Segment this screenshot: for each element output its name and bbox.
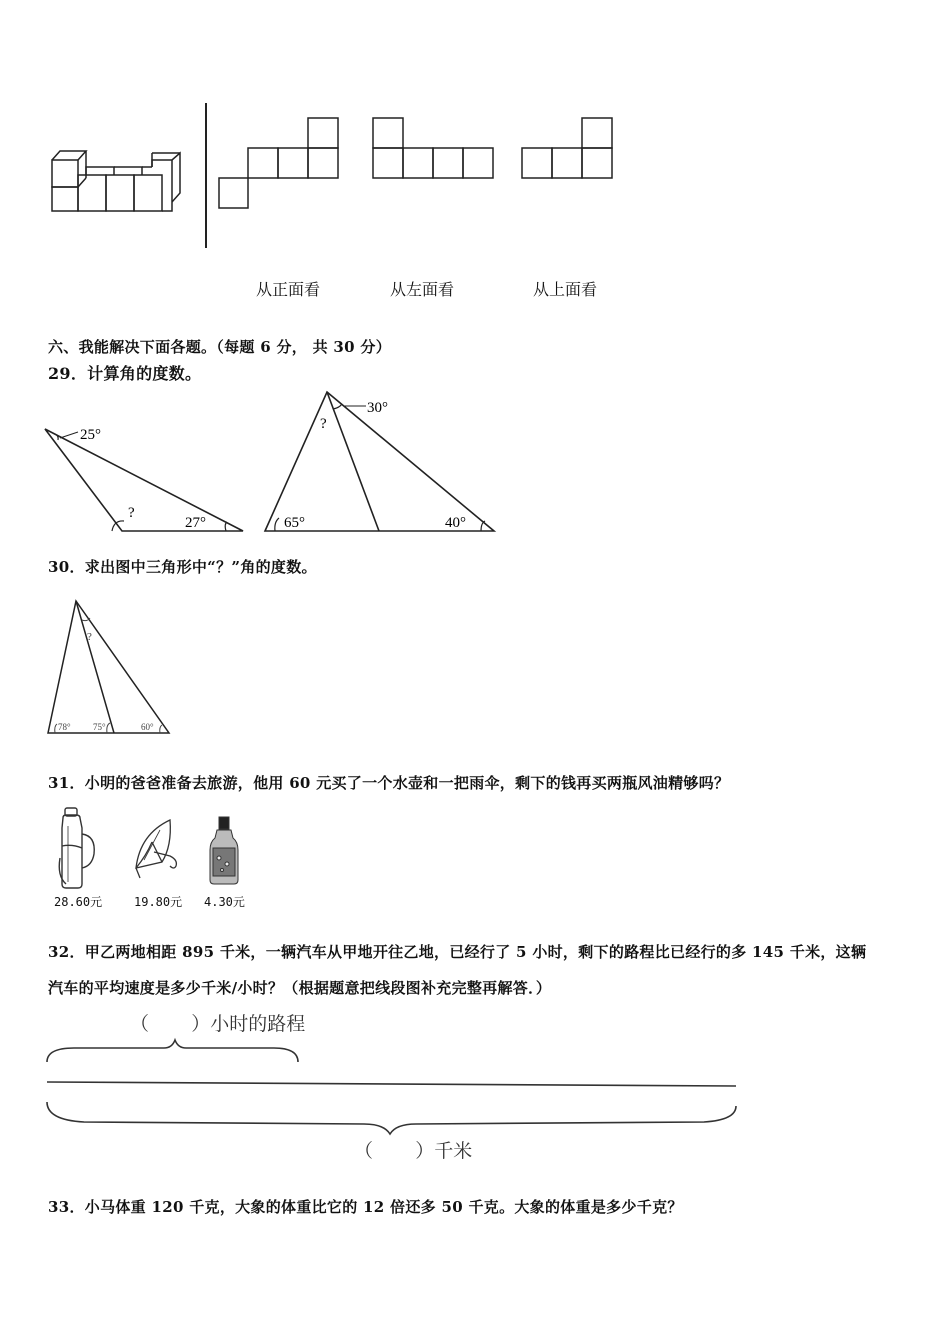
q29-f2-unknown: ? (320, 416, 327, 432)
segment-diagram (44, 1040, 744, 1140)
section-heading: 六、我能解决下面各题。（每题 6 分， 共 30 分） (48, 338, 392, 356)
hours-distance-label: （ ）小时的路程 (130, 1013, 306, 1035)
left-view-label: 从左面看 (390, 280, 455, 299)
q30-triangle (44, 598, 179, 738)
top-view-grid (521, 117, 621, 187)
umbrella-price: 19.80元 (134, 895, 183, 909)
umbrella-icon (132, 816, 192, 891)
question-31: 31．小明的爸爸准备去旅游，他用 60 元买了一个水壶和一把雨伞，剩下的钱再买两瓶风油精够吗？ (48, 774, 730, 792)
kettle-price: 28.60元 (54, 895, 103, 909)
top-view-label: 从上面看 (533, 280, 598, 299)
front-view-grid (218, 117, 348, 217)
oil-bottle-price: 4.30元 (204, 895, 245, 909)
q29-f2-angle-c: 40° (445, 515, 466, 531)
kettle-icon (54, 806, 104, 891)
q29-f1-angle-b: 27° (185, 515, 206, 531)
q29-triangle-1 (40, 424, 250, 534)
question-32-line1: 32．甲乙两地相距 895 千米，一辆汽车从甲地开往乙地，已经行了 5 小时，剩下的路程比已经行的多 145 千米，这辆 (48, 943, 867, 961)
divider-line (204, 103, 208, 253)
front-view-label: 从正面看 (256, 280, 321, 299)
q29-f2-angle-b: 65° (284, 515, 305, 531)
q30-angle-c: 60° (141, 722, 154, 732)
q30-angle-b: 75° (93, 722, 106, 732)
q29-triangle-2 (262, 388, 502, 533)
cube-solid-figure (40, 140, 240, 260)
q29-f1-unknown: ? (128, 505, 135, 521)
q30-unknown: ? (87, 631, 92, 643)
q29-f1-angle-a: 25° (80, 427, 101, 443)
total-km-label: （ ）千米 (354, 1140, 473, 1162)
question-33: 33．小马体重 120 千克，大象的体重比它的 12 倍还多 50 千克。大象的体重是多少千克？ (48, 1198, 683, 1216)
oil-bottle-icon (205, 814, 245, 889)
question-29: 29．计算角的度数。 (48, 364, 202, 383)
question-30: 30．求出图中三角形中“？”角的度数。 (48, 558, 317, 576)
left-view-grid (372, 117, 502, 187)
q30-angle-a: 78° (58, 722, 71, 732)
question-32-line2: 汽车的平均速度是多少千米/小时？（根据题意把线段图补充完整再解答．） (48, 979, 552, 997)
q29-f2-angle-a: 30° (367, 400, 388, 416)
